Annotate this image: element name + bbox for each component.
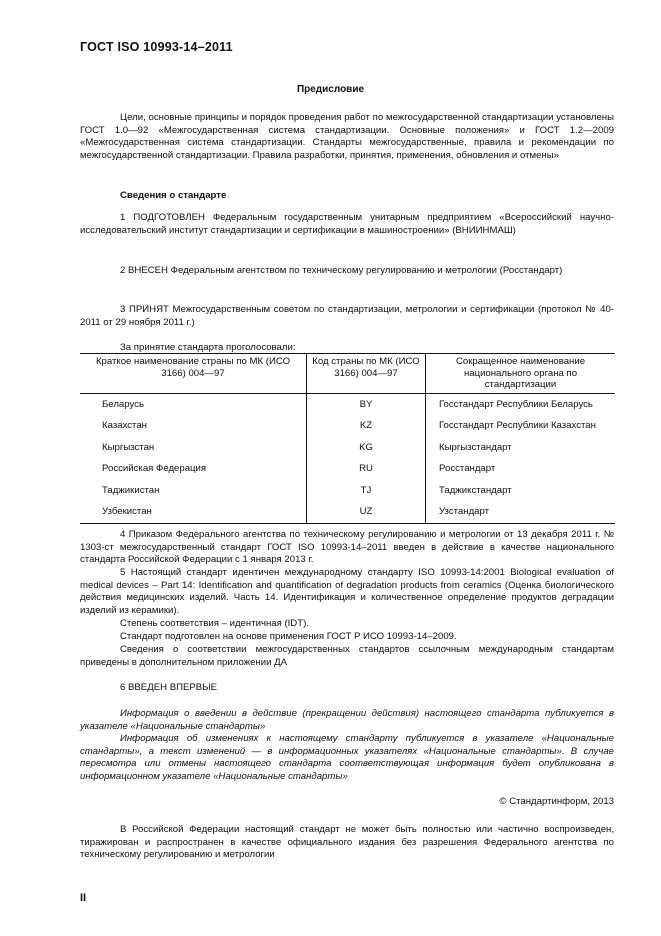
item-prepared: 1 ПОДГОТОВЛЕН Федеральным государственным унитарным предприятием «Всероссийский научно-исследовательский институт стандартизации и сертификации в машиностроении» (ВНИИНМАШ) <box>80 212 614 236</box>
document-id: ГОСТ ISO 10993-14–2011 <box>80 40 233 54</box>
item-first-introduced: 6 ВВЕДЕН ВПЕРВЫЕ <box>120 682 218 693</box>
body-cell: Таджикстандарт <box>426 480 616 502</box>
item-order: 4 Приказом Федерального агентства по техническому регулированию и метрологии от 13 декабря 2011 г. № 1303-ст межгосударственный стандарт ГОСТ ISO 10993-14–2011 введен в действие в качестве национального стандарта Российской Федерации с 1 января 2013 г. <box>80 529 614 566</box>
code-cell: KZ <box>307 415 426 437</box>
column-header-body: Сокращенное наименование национального органа по стандартизации <box>426 354 616 394</box>
column-header-code: Код страны по МК (ИСО 3166) 004—97 <box>307 354 426 394</box>
foreword-intro: Цели, основные принципы и порядок проведения работ по межгосударственной стандартизации установлены ГОСТ 1.0—92 «Межгосударственная система стандартизации. Основные положения» и ГОСТ 1.2—2009 «Межгосударственная система стандартизации. Стандарты межгосударственные, правила и рекомендации по межгосударственной стандартизации. Правила разработки, принятия, применения, обновления и отмены» <box>80 112 614 161</box>
body-cell: Госстандарт Республики Казахстан <box>426 415 616 437</box>
notice-introduction: Информация о введении в действие (прекращении действия) настоящего стандарта публикуется в указателе «Национальные стандарты» <box>80 708 614 732</box>
body-cell: Госстандарт Республики Беларусь <box>426 393 616 415</box>
table-row <box>80 501 615 523</box>
table-row <box>80 437 615 459</box>
foreword-title: Предисловие <box>296 84 365 95</box>
table-header-row <box>80 354 615 394</box>
item-adopted: 3 ПРИНЯТ Межгосударственным советом по стандартизации, метрологии и сертификации (протокол № 40-2011 от 29 ноября 2011 г.) <box>80 304 614 328</box>
body-cell: Кыргызстандарт <box>426 437 616 459</box>
code-cell: BY <box>307 393 426 415</box>
voting-table <box>80 353 615 524</box>
country-cell: Российская Федерация <box>102 463 207 475</box>
standard-info-title: Сведения о стандарте <box>120 190 227 201</box>
body-cell: Узстандарт <box>426 501 616 523</box>
code-cell: TJ <box>307 480 426 502</box>
item-submitted: 2 ВНЕСЕН Федеральным агентством по техническому регулированию и метрологии (Росстандарт) <box>120 265 563 276</box>
vote-intro: За принятие стандарта проголосовали: <box>120 342 296 353</box>
rights-notice: В Российской Федерации настоящий стандарт не может быть полностью или частично воспроизведен, тиражирован и распространен в качестве официального издания без разрешения Федерального агентства по техническому регулированию и метрологии <box>80 824 614 861</box>
body-cell: Росстандарт <box>426 458 616 480</box>
country-cell: Таджикистан <box>102 484 160 496</box>
notice-changes: Информация об изменениях к настоящему стандарту публикуется в указателе «Национальные стандарты», а текст изменений — в информационных указателях «Национальные стандарты». В случае пересмотра или отмены настоящего стандарта соответствующая информация будет опубликована в информационном указателе «Национальные стандарты» <box>80 733 614 782</box>
country-cell: Узбекистан <box>80 501 307 523</box>
code-cell: KG <box>307 437 426 459</box>
table-row <box>80 458 615 480</box>
code-cell: UZ <box>307 501 426 523</box>
table-row <box>80 480 615 502</box>
country-cell: Казахстан <box>102 420 147 432</box>
prepared-basis: Стандарт подготовлен на основе применения ГОСТ Р ИСО 10993-14–2009. <box>120 631 457 642</box>
table-row <box>80 415 615 437</box>
column-header-country: Краткое наименование страны по МК (ИСО 3166) 004—97 <box>80 354 307 394</box>
conformity-degree: Степень соответствия – идентичная (IDT). <box>120 618 309 629</box>
country-cell: Беларусь <box>102 398 144 410</box>
country-cell: Кыргызстан <box>102 441 155 453</box>
copyright: © Стандартинформ, 2013 <box>499 796 614 807</box>
page-number: II <box>80 892 87 904</box>
table-row <box>80 393 615 415</box>
references-info: Сведения о соответствии межгосударственных стандартов ссылочным международным стандартам приведены в дополнительном приложении ДА <box>80 644 614 668</box>
code-cell: RU <box>307 458 426 480</box>
item-identical: 5 Настоящий стандарт идентичен международному стандарту ISO 10993-14:2001 Biological evaluation of medical devices – Part 14: Identification and quantification of degradation products from ceramics (Оценка биологического действия медицинских изделий. Часть 14. Идентификация и количественное определение продуктов деградации изделий из керамики). <box>80 567 614 616</box>
